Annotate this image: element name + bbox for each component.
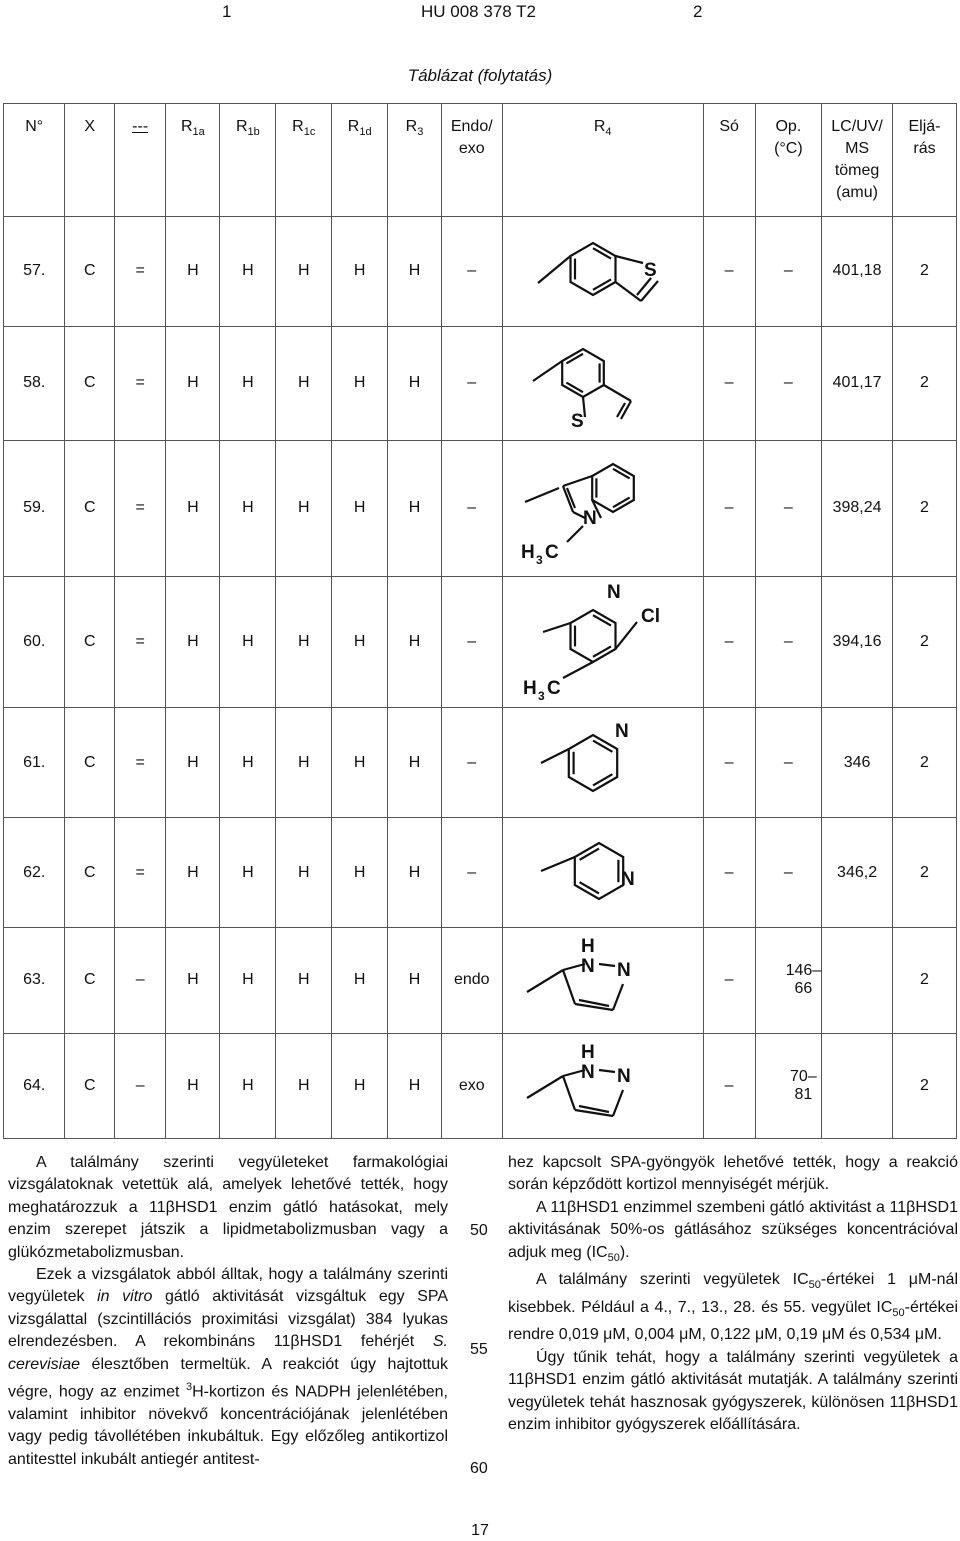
cell-n: 62. — [4, 818, 65, 928]
cell-r1a: H — [166, 217, 220, 327]
cell-elj: 2 — [892, 818, 956, 928]
pyrazolyl-structure — [503, 932, 703, 1028]
superscript-3: 3 — [185, 1381, 193, 1394]
cell-endo: – — [441, 576, 502, 708]
benzothiophen-7-yl-structure — [503, 331, 703, 435]
cell-r1a: H — [166, 440, 220, 576]
cell-r1a: H — [166, 708, 220, 818]
cell-endo: – — [441, 217, 502, 327]
r1c-base: R — [292, 118, 304, 135]
cell-ms: 394,16 — [822, 576, 893, 708]
svg-text:C: C — [544, 542, 559, 564]
cell-ms: 346,2 — [822, 818, 893, 928]
cell-so: – — [703, 217, 755, 327]
cell-r1d: H — [332, 440, 388, 576]
cell-r1c: H — [276, 326, 332, 440]
col-header-bond — [115, 104, 166, 217]
cell-elj: 2 — [892, 928, 956, 1033]
cell-ms: 346 — [822, 708, 893, 818]
cell-bond: = — [115, 708, 166, 818]
cell-r3: H — [388, 576, 442, 708]
svg-text:Cl: Cl — [640, 606, 660, 628]
cell-so: – — [703, 326, 755, 440]
italic-in-vitro: in vitro — [97, 1288, 153, 1306]
table-header-row — [4, 104, 957, 217]
cell-endo: – — [441, 708, 502, 818]
svg-text:3: 3 — [537, 689, 545, 703]
cell-op: – — [755, 708, 822, 818]
svg-text:3: 3 — [535, 553, 543, 568]
right-text-column — [508, 1152, 958, 1436]
cell-bond: = — [115, 818, 166, 928]
cell-r1b: H — [220, 576, 276, 708]
text-span: -értékei 1 μM-nál kisebbek. Például a 4., 7., 13., 28. és 55. vegyület IC — [508, 1271, 958, 1316]
cell-n: 64. — [4, 1033, 65, 1139]
cell-so: – — [703, 818, 755, 928]
endo-line-2: exo — [458, 140, 485, 157]
elj-line-2: rás — [913, 140, 936, 157]
col-header-r1d — [332, 104, 388, 217]
cell-r3: H — [388, 1033, 442, 1139]
r3-base: R — [405, 118, 418, 135]
right-paragraph-4: Úgy tűnik tehát, hogy a találmány szerinti vegyületek a 11βHSD1 enzim gátló aktivitását mutatják. A találmány szerinti vegyületek tehát hasznosak gyógyszerek, különösen 11βHSD1 enzim inhibitor gyógyszerek előállítására. — [508, 1348, 958, 1434]
N-methylindolyl-structure — [503, 446, 703, 570]
cell-r3: H — [388, 326, 442, 440]
col-header-so: Só — [703, 104, 755, 217]
svg-text:H: H — [520, 542, 535, 564]
cell-r1d: H — [332, 217, 388, 327]
r4-structure-cell — [502, 1033, 703, 1139]
table-row — [4, 217, 957, 327]
lc-line-1: LC/UV/ — [831, 118, 883, 135]
cell-r1b: H — [220, 1033, 276, 1139]
op-line-1: Op. — [775, 118, 802, 135]
table-row — [4, 708, 957, 818]
pyridin-2-yl-structure — [503, 713, 703, 813]
cell-r1a: H — [166, 326, 220, 440]
left-paragraph-1: A találmány szerinti vegyületeket farmakológiai vizsgálatoknak vetettük alá, amelyek lehetővé tették, hogy meghatározzuk a 11βHSD1 enzim gátló hatásokat, mely enzim szerepet játszik a lipidmetabolizmusban vagy a glükózmetabolizmusban. — [8, 1154, 448, 1261]
cell-x: C — [65, 708, 115, 818]
text-span: H-kortizon és NADPH jelenlétében, valamint inhibitor növekvő koncentrációjának jelenlétében vagy pedig távollétében inkubáltuk. Egy előzőleg antikortizol antitesttel inkubált antiegér antitest- — [8, 1383, 448, 1468]
cell-so: – — [703, 1033, 755, 1139]
svg-text:N: N — [620, 868, 635, 890]
cell-so: – — [703, 708, 755, 818]
cell-op: – — [755, 326, 822, 440]
svg-text:S: S — [570, 411, 584, 433]
cell-r3: H — [388, 928, 442, 1033]
compound-table — [3, 103, 957, 1139]
svg-text:H: H — [580, 936, 595, 958]
r4-sub: 4 — [605, 126, 612, 139]
subscript-50: 50 — [892, 1307, 905, 1319]
r4-structure-cell — [502, 326, 703, 440]
subscript-50: 50 — [607, 1251, 620, 1264]
cell-elj: 2 — [892, 576, 956, 708]
col-header-eljaras — [892, 104, 956, 217]
cell-r1b: H — [220, 928, 276, 1033]
cell-r1a: H — [166, 1033, 220, 1139]
cell-endo: – — [441, 440, 502, 576]
cell-r1b: H — [220, 708, 276, 818]
cell-ms — [822, 928, 893, 1033]
chloro-methylpyridyl-structure — [503, 582, 703, 702]
r1b-sub: 1b — [247, 126, 260, 139]
cell-r1d: H — [332, 928, 388, 1033]
r4-structure-cell — [502, 440, 703, 576]
col-header-n: N° — [4, 104, 65, 217]
r1a-base: R — [180, 118, 193, 135]
cell-so: – — [703, 576, 755, 708]
cell-x: C — [65, 818, 115, 928]
table-row — [4, 928, 957, 1033]
cell-r3: H — [388, 440, 442, 576]
cell-so: – — [703, 440, 755, 576]
cell-endo: endo — [441, 928, 502, 1033]
cell-r1c: H — [276, 928, 332, 1033]
cell-x: C — [65, 217, 115, 327]
pyrazolyl-structure — [503, 1038, 703, 1134]
col-header-r3 — [388, 104, 442, 217]
cell-elj: 2 — [892, 217, 956, 327]
table-caption: Táblázat (folytatás) — [407, 66, 553, 85]
r4-structure-cell — [502, 708, 703, 818]
cell-n: 60. — [4, 576, 65, 708]
cell-so: – — [703, 928, 755, 1033]
svg-text:N: N — [580, 956, 595, 978]
right-paragraph-1: hez kapcsolt SPA-gyöngyök lehetővé tették, hogy a reakció során képződött kortizol mennyiségét mérjük. — [508, 1154, 958, 1194]
left-text-column — [8, 1152, 448, 1471]
text-span: Ezek a vizsgálatok abból álltak, hogy a találmány szerinti vegyületek — [8, 1266, 448, 1306]
line-number-60: 60 — [470, 1460, 488, 1477]
header-right: 2 — [693, 2, 703, 21]
svg-text:C: C — [546, 678, 561, 700]
svg-text:N: N — [616, 1065, 631, 1087]
cell-x: C — [65, 1033, 115, 1139]
col-header-lcms — [822, 104, 893, 217]
text-span: gátló aktivitását vizsgáltuk egy SPA vizsgálattal (szcintillációs proximitási vizsgálat) 384 lyukas elrendezésben. A rekombináns 11βHSD1 fehérjét — [8, 1288, 449, 1351]
cell-bond: = — [115, 576, 166, 708]
col-header-r1c — [276, 104, 332, 217]
table-row — [4, 818, 957, 928]
table-row — [4, 1033, 957, 1139]
text-span: ). — [619, 1243, 630, 1261]
col-header-r1a — [166, 104, 220, 217]
cell-n: 57. — [4, 217, 65, 327]
cell-x: C — [65, 576, 115, 708]
r1c-sub: 1c — [303, 126, 316, 139]
cell-x: C — [65, 928, 115, 1033]
cell-r1d: H — [332, 708, 388, 818]
col-header-r4 — [502, 104, 703, 217]
cell-r1b: H — [220, 326, 276, 440]
benzothiophen-4-yl-structure — [503, 221, 703, 321]
cell-ms — [822, 1033, 893, 1139]
r4-base: R — [593, 118, 606, 135]
lc-line-3: tömeg — [834, 162, 880, 179]
cell-r1d: H — [332, 576, 388, 708]
r1b-base: R — [235, 118, 248, 135]
cell-r1d: H — [332, 326, 388, 440]
header-patent-number: HU 008 378 T2 — [421, 2, 536, 21]
r3-sub: 3 — [417, 126, 424, 139]
cell-r1c: H — [276, 1033, 332, 1139]
col-header-endo-exo — [441, 104, 502, 217]
r1d-base: R — [347, 118, 360, 135]
lc-line-4: (amu) — [836, 184, 878, 201]
endo-line-1: Endo/ — [450, 118, 493, 135]
table-row — [4, 440, 957, 576]
cell-bond: = — [115, 440, 166, 576]
cell-r1d: H — [332, 818, 388, 928]
op-line-2: (°C) — [774, 140, 803, 157]
cell-ms: 401,18 — [822, 217, 893, 327]
cell-bond: – — [115, 928, 166, 1033]
cell-elj: 2 — [892, 326, 956, 440]
svg-text:N: N — [582, 508, 597, 530]
cell-r1b: H — [220, 217, 276, 327]
page-number: 17 — [471, 1522, 489, 1539]
cell-endo: exo — [441, 1033, 502, 1139]
cell-r1b: H — [220, 440, 276, 576]
cell-r1a: H — [166, 818, 220, 928]
cell-op: – — [755, 217, 822, 327]
line-number-50: 50 — [470, 1222, 488, 1239]
r4-structure-cell — [502, 576, 703, 708]
svg-text:H: H — [522, 678, 537, 700]
cell-bond: = — [115, 217, 166, 327]
lc-line-2: MS — [845, 140, 870, 157]
cell-elj: 2 — [892, 708, 956, 818]
text-span: -értékei rendre 0,019 μM, 0,004 μM, 0,122 μM, 0,19 μM és 0,534 μM. — [508, 1298, 958, 1344]
cell-r1a: H — [166, 576, 220, 708]
col-header-r1b — [220, 104, 276, 217]
subscript-50: 50 — [808, 1279, 821, 1292]
table-row — [4, 576, 957, 708]
cell-r1c: H — [276, 576, 332, 708]
svg-text:N: N — [606, 582, 621, 604]
cell-endo: – — [441, 818, 502, 928]
svg-text:H: H — [580, 1041, 595, 1063]
svg-text:S: S — [643, 260, 657, 282]
cell-r1c: H — [276, 818, 332, 928]
cell-op: 70–81 — [755, 1033, 822, 1139]
cell-elj: 2 — [892, 1033, 956, 1139]
col-header-op — [755, 104, 822, 217]
text-span: A találmány szerinti vegyületek IC — [536, 1271, 809, 1289]
cell-r3: H — [388, 818, 442, 928]
cell-n: 59. — [4, 440, 65, 576]
line-number-55: 55 — [470, 1341, 488, 1358]
cell-r1b: H — [220, 818, 276, 928]
cell-r1d: H — [332, 1033, 388, 1139]
cell-r1c: H — [276, 217, 332, 327]
col-header-x: X — [65, 104, 115, 217]
cell-op: – — [755, 818, 822, 928]
table-row — [4, 326, 957, 440]
r4-structure-cell — [502, 217, 703, 327]
r1a-sub: 1a — [192, 126, 205, 139]
cell-r1a: H — [166, 928, 220, 1033]
cell-x: C — [65, 326, 115, 440]
bond-header-label: --- — [132, 118, 149, 135]
cell-op: – — [755, 576, 822, 708]
cell-ms: 401,17 — [822, 326, 893, 440]
cell-n: 58. — [4, 326, 65, 440]
cell-elj: 2 — [892, 440, 956, 576]
r4-structure-cell — [502, 818, 703, 928]
r1d-sub: 1d — [359, 126, 372, 139]
cell-n: 61. — [4, 708, 65, 818]
cell-endo: – — [441, 326, 502, 440]
cell-bond: – — [115, 1033, 166, 1139]
text-span: élesztőben termeltük. A reakciót úgy hajtottuk végre, hogy az enzimet — [8, 1355, 448, 1401]
r4-structure-cell — [502, 928, 703, 1033]
right-paragraph-2 — [508, 1197, 958, 1269]
svg-text:N: N — [616, 960, 631, 982]
cell-r3: H — [388, 217, 442, 327]
cell-x: C — [65, 440, 115, 576]
text-span: A 11βHSD1 enzimmel szembeni gátló aktivitást a 11βHSD1 aktivitásának 50%-os gátlásához szükséges koncentrációval adjuk meg (IC — [508, 1198, 958, 1261]
pyridin-4-yl-structure — [503, 823, 703, 923]
svg-text:N: N — [614, 720, 629, 742]
cell-op: – — [755, 440, 822, 576]
cell-r1c: H — [276, 708, 332, 818]
elj-line-1: Eljá- — [908, 118, 941, 135]
italic-species: S. cerevisiae — [8, 1333, 448, 1373]
cell-op: 146–66 — [755, 928, 822, 1033]
header-left: 1 — [222, 2, 232, 21]
cell-n: 63. — [4, 928, 65, 1033]
cell-ms: 398,24 — [822, 440, 893, 576]
cell-bond: = — [115, 326, 166, 440]
cell-r1c: H — [276, 440, 332, 576]
right-paragraph-3 — [508, 1269, 958, 1347]
cell-r3: H — [388, 708, 442, 818]
left-paragraph-2 — [8, 1264, 448, 1471]
svg-text:N: N — [580, 1061, 595, 1083]
